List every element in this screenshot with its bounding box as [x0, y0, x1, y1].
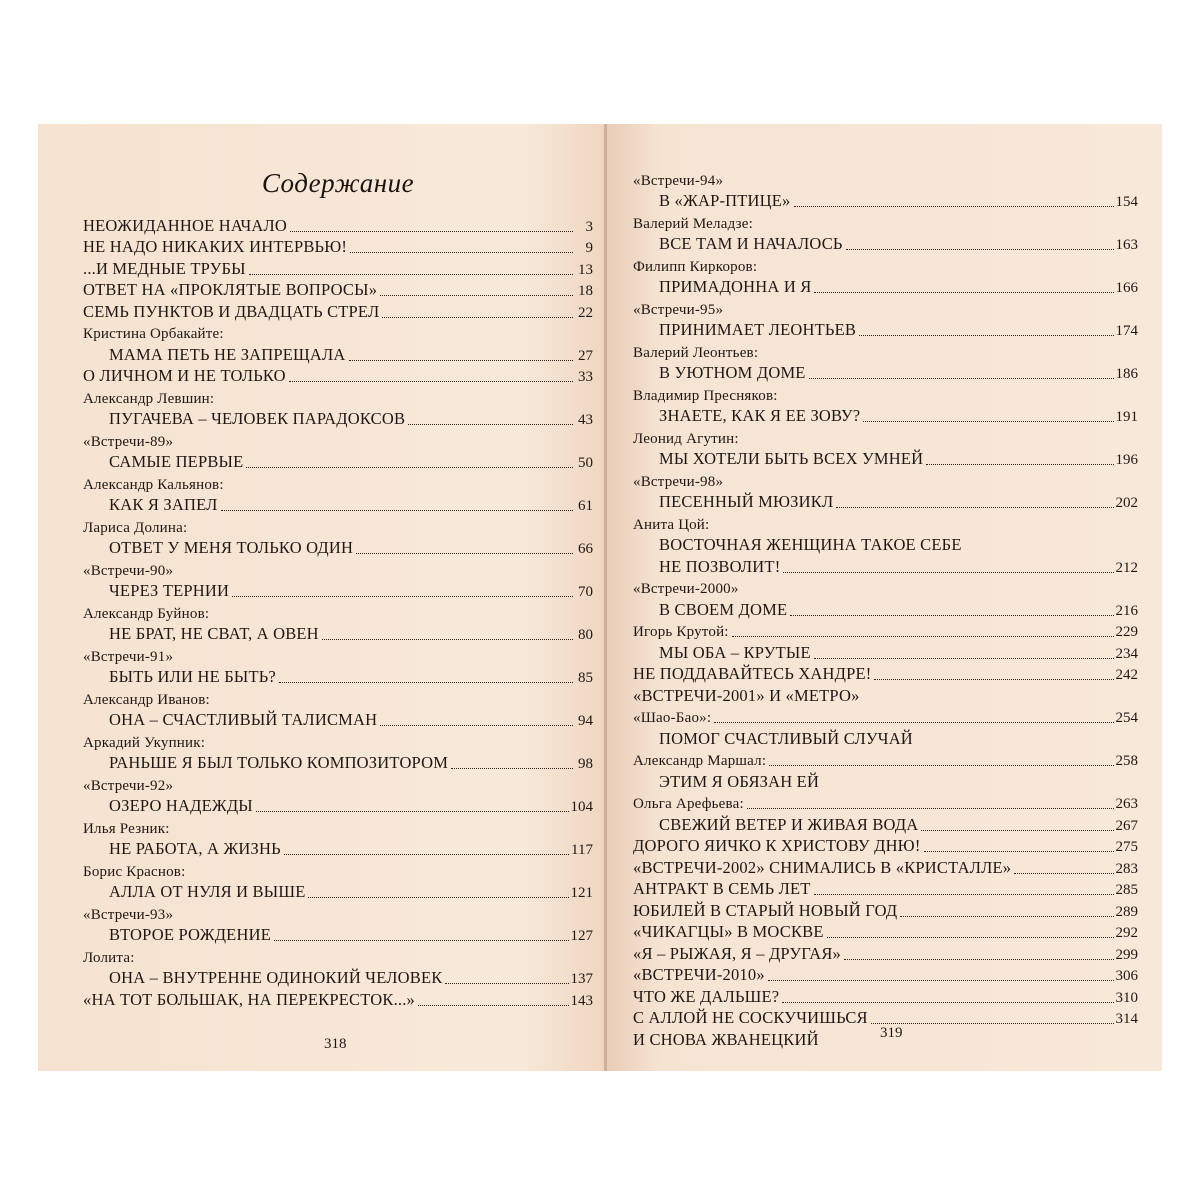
toc-page-number: 283 — [1115, 860, 1138, 877]
toc-entry — [83, 343, 593, 365]
toc-page-number: 61 — [578, 498, 593, 514]
dot-leader — [900, 916, 1113, 917]
toc-section-label — [83, 730, 593, 752]
toc-entry — [83, 537, 593, 559]
toc-entry-title: ЧЕРЕЗ ТЕРНИИ — [109, 581, 230, 600]
dot-leader — [380, 295, 573, 296]
toc-entry — [83, 365, 593, 387]
toc-entry — [83, 988, 593, 1010]
toc-entry — [633, 641, 1138, 663]
toc-entry-title: ОТВЕТ У МЕНЯ ТОЛЬКО ОДИН — [109, 538, 354, 557]
toc-entry — [83, 623, 593, 645]
toc-entry-title: Илья Резник: — [83, 820, 170, 837]
toc-entry-title: ОНА – ВНУТРЕННЕ ОДИНОКИЙ ЧЕЛОВЕК — [109, 968, 443, 987]
toc-section-label — [83, 816, 593, 838]
toc-entry — [633, 684, 1138, 706]
toc-page-number: 13 — [578, 261, 593, 278]
toc-entry-title: «ЧИКАГЦЫ» В МОСКВЕ — [633, 922, 824, 941]
dot-leader — [274, 940, 569, 941]
toc-entry-title: Александр Буйнов: — [83, 605, 210, 622]
toc-entry — [83, 709, 593, 731]
toc-entry-title: «Встречи-92» — [83, 777, 174, 794]
dot-leader — [408, 424, 573, 425]
toc-entry — [633, 813, 1138, 835]
toc-entry-title: Александр Кальянов: — [83, 476, 224, 493]
toc-page-number: 229 — [1115, 624, 1138, 640]
toc-entry-title: О ЛИЧНОМ И НЕ ТОЛЬКО — [83, 366, 286, 385]
toc-page-number: 267 — [1115, 817, 1138, 834]
toc-page-number: 306 — [1115, 968, 1138, 984]
toc-entry-title: САМЫЕ ПЕРВЫЕ — [109, 452, 244, 471]
toc-entry — [83, 300, 593, 322]
toc-entry-title: Ольга Арефьева: — [633, 796, 744, 812]
toc-entry — [633, 319, 1138, 341]
toc-entry-title: С АЛЛОЙ НЕ СОСКУЧИШЬСЯ — [633, 1008, 868, 1027]
dot-leader — [356, 553, 573, 554]
toc-page-number: 163 — [1115, 237, 1138, 253]
dot-leader — [380, 725, 573, 726]
dot-leader — [284, 854, 569, 855]
dot-leader — [926, 464, 1113, 465]
toc-section-label — [633, 706, 1138, 728]
toc-section-label — [633, 168, 1138, 190]
toc-entry-title: «Встречи-91» — [83, 648, 174, 665]
dot-leader — [790, 615, 1113, 616]
toc-entry-title: Борис Краснов: — [83, 863, 186, 880]
toc-entry-title: «Встречи-2000» — [633, 581, 739, 597]
toc-page-number: 166 — [1115, 280, 1138, 296]
toc-page-number: 3 — [585, 218, 593, 235]
toc-entry-title: «Встречи-95» — [633, 301, 724, 318]
toc-entry — [83, 236, 593, 258]
toc-entry-title: НЕ БРАТ, НЕ СВАТ, А ОВЕН — [109, 624, 319, 643]
toc-entry — [633, 770, 1138, 792]
toc-entry — [83, 666, 593, 688]
toc-page-number: 254 — [1115, 710, 1138, 726]
page-number-left: 318 — [324, 1036, 347, 1052]
toc-entry-title: Филипп Киркоров: — [633, 258, 758, 275]
toc-entry-title: ПРИНИМАЕТ ЛЕОНТЬЕВ — [659, 320, 857, 339]
toc-entry-title: И СНОВА ЖВАНЕЦКИЙ — [633, 1029, 819, 1049]
toc-page-number: 104 — [570, 799, 593, 815]
toc-entry-title: ВСЕ ТАМ И НАЧАЛОСЬ — [659, 234, 843, 253]
toc-page-number: 143 — [570, 992, 593, 1009]
toc-entry — [633, 856, 1138, 878]
dot-leader — [451, 768, 573, 769]
toc-entry-title: ОНА – СЧАСТЛИВЫЙ ТАЛИСМАН — [109, 710, 378, 729]
toc-entry-title: «Встречи-93» — [83, 906, 174, 923]
right-page — [607, 124, 1162, 1071]
toc-entry-title: «ВСТРЕЧИ-2001» И «МЕТРО» — [633, 685, 860, 705]
toc-section-label — [83, 644, 593, 666]
toc-entry-title: НЕ ПОДДАВАЙТЕСЬ ХАНДРЕ! — [633, 664, 872, 683]
toc-entry-title: Александр Левшин: — [83, 390, 215, 407]
toc-entry-title: ...И МЕДНЫЕ ТРУБЫ — [83, 258, 246, 278]
toc-entry-title: Кристина Орбакайте: — [83, 326, 224, 342]
toc-page-number: 85 — [578, 670, 593, 686]
toc-page-number: 80 — [578, 627, 593, 643]
toc-entry-title: В УЮТНОМ ДОМЕ — [659, 363, 806, 382]
toc-entry-title: АНТРАКТ В СЕМЬ ЛЕТ — [633, 879, 811, 898]
toc-page-number: 174 — [1115, 323, 1138, 339]
toc-entry — [633, 405, 1138, 427]
toc-entry-title: Александр Иванов: — [83, 691, 210, 708]
toc-page-number: 242 — [1115, 667, 1138, 683]
toc-page-number: 258 — [1115, 753, 1138, 769]
toc-entry-title: «Шао-Бао»: — [633, 710, 712, 726]
dot-leader — [279, 682, 573, 683]
toc-entry-title: КАК Я ЗАПЕЛ — [109, 495, 218, 514]
toc-entry-title: ДОРОГО ЯИЧКО К ХРИСТОВУ ДНЮ! — [633, 836, 921, 855]
toc-page-number: 314 — [1115, 1011, 1138, 1027]
dot-leader — [768, 980, 1114, 981]
toc-entry — [633, 276, 1138, 298]
dot-leader — [289, 381, 573, 382]
toc-section-label — [633, 749, 1138, 771]
dot-leader — [814, 658, 1114, 659]
toc-section-label — [633, 254, 1138, 276]
toc-entry-title: Анита Цой: — [633, 516, 710, 533]
toc-entry — [83, 580, 593, 602]
toc-list-left — [83, 214, 593, 1010]
toc-entry-title: «ВСТРЕЧИ-2002» СНИМАЛИСЬ В «КРИСТАЛЛЕ» — [633, 857, 1012, 877]
dot-leader — [782, 1002, 1113, 1003]
dot-leader — [256, 811, 569, 812]
toc-page-number: 117 — [571, 842, 593, 858]
toc-page-number: 191 — [1115, 409, 1138, 425]
toc-entry — [83, 494, 593, 516]
dot-leader — [863, 421, 1113, 422]
toc-entry-title: «Я – РЫЖАЯ, Я – ДРУГАЯ» — [633, 943, 841, 963]
toc-entry — [83, 214, 593, 236]
dot-leader — [846, 249, 1114, 250]
toc-entry — [633, 964, 1138, 986]
toc-entry-title: ПЕСЕННЫЙ МЮЗИКЛ — [659, 492, 834, 511]
dot-leader — [308, 897, 568, 898]
toc-entry-title: МАМА ПЕТЬ НЕ ЗАПРЕЩАЛА — [109, 344, 346, 364]
toc-section-label — [633, 792, 1138, 814]
dot-leader — [874, 679, 1113, 680]
toc-entry-title: ПРИМАДОННА И Я — [659, 277, 812, 296]
dot-leader — [783, 572, 1113, 573]
dot-leader — [859, 335, 1113, 336]
toc-entry — [633, 491, 1138, 513]
toc-entry — [633, 899, 1138, 921]
dot-leader — [221, 510, 573, 511]
toc-page-number: 216 — [1115, 602, 1138, 619]
dot-leader — [827, 937, 1114, 938]
toc-entry-title: ЭТИМ Я ОБЯЗАН ЕЙ — [659, 771, 820, 791]
dot-leader — [871, 1023, 1114, 1024]
toc-entry — [633, 448, 1138, 470]
toc-section-label — [633, 620, 1138, 642]
toc-entry — [633, 190, 1138, 212]
dot-leader — [836, 507, 1113, 508]
toc-section-label — [633, 340, 1138, 362]
toc-entry-title: СВЕЖИЙ ВЕТЕР И ЖИВАЯ ВОДА — [659, 814, 919, 834]
toc-page-number: 234 — [1115, 645, 1138, 662]
toc-entry-title: ЧТО ЖЕ ДАЛЬШЕ? — [633, 986, 780, 1006]
toc-entry — [83, 408, 593, 430]
toc-entry-title: Александр Маршал: — [633, 753, 767, 769]
dot-leader — [714, 722, 1113, 723]
toc-entry — [633, 534, 1138, 556]
toc-entry — [83, 838, 593, 860]
toc-entry-title: ВОСТОЧНАЯ ЖЕНЩИНА ТАКОЕ СЕБЕ — [659, 535, 962, 554]
toc-page-number: 43 — [578, 412, 593, 428]
dot-leader — [924, 851, 1114, 852]
toc-page-number: 22 — [578, 304, 593, 321]
dot-leader — [769, 765, 1113, 766]
toc-entry — [633, 985, 1138, 1007]
dot-leader — [350, 252, 573, 253]
toc-entry-title: НЕОЖИДАННОЕ НАЧАЛО — [83, 215, 287, 235]
toc-entry-title: «Встречи-98» — [633, 473, 724, 490]
dot-leader — [921, 830, 1113, 831]
toc-section-label — [83, 687, 593, 709]
toc-section-label — [633, 469, 1138, 491]
toc-section-label — [83, 515, 593, 537]
toc-entry — [633, 942, 1138, 964]
toc-page-number: 212 — [1115, 559, 1138, 576]
toc-section-label — [83, 601, 593, 623]
book-spread — [38, 124, 1162, 1071]
dot-leader — [445, 983, 568, 984]
toc-entry-title: «ВСТРЕЧИ-2010» — [633, 965, 765, 984]
toc-page-number: 18 — [578, 283, 593, 299]
toc-entry-title: ПУГАЧЕВА – ЧЕЛОВЕК ПАРАДОКСОВ — [109, 409, 406, 428]
toc-section-label — [633, 512, 1138, 534]
toc-section-label — [83, 902, 593, 924]
toc-entry — [83, 752, 593, 774]
toc-entry-title: В «ЖАР-ПТИЦЕ» — [659, 191, 791, 210]
toc-page-number: 94 — [578, 713, 593, 729]
left-page — [38, 124, 605, 1071]
toc-entry-title: ВТОРОЕ РОЖДЕНИЕ — [109, 925, 271, 944]
toc-entry-title: Леонид Агутин: — [633, 430, 739, 447]
toc-entry-title: АЛЛА ОТ НУЛЯ И ВЫШЕ — [109, 882, 306, 901]
toc-section-label — [83, 472, 593, 494]
toc-section-label — [633, 383, 1138, 405]
toc-entry — [633, 835, 1138, 857]
toc-entry — [633, 362, 1138, 384]
toc-entry — [83, 257, 593, 279]
toc-entry-title: Лариса Долина: — [83, 519, 188, 536]
dot-leader — [246, 467, 573, 468]
toc-page-number: 196 — [1115, 452, 1138, 468]
toc-section-label — [633, 426, 1138, 448]
toc-entry-title: ПОМОГ СЧАСТЛИВЫЙ СЛУЧАЙ — [659, 728, 913, 748]
toc-entry-title: «Встречи-94» — [633, 172, 724, 189]
toc-page-number: 98 — [578, 756, 593, 772]
toc-section-label — [83, 558, 593, 580]
dot-leader — [290, 231, 573, 232]
toc-page-number: 310 — [1115, 989, 1138, 1006]
toc-section-label — [83, 386, 593, 408]
toc-page-number: 154 — [1115, 194, 1138, 210]
toc-entry-title: НЕ РАБОТА, А ЖИЗНЬ — [109, 839, 281, 858]
toc-page-number: 137 — [570, 971, 593, 987]
dot-leader — [814, 292, 1113, 293]
toc-page-number: 202 — [1115, 495, 1138, 511]
toc-section-label — [83, 773, 593, 795]
toc-section-label — [633, 577, 1138, 599]
toc-title: Содержание — [261, 168, 415, 198]
dot-leader — [382, 317, 573, 318]
dot-leader — [747, 808, 1114, 809]
toc-entry-title: Валерий Меладзе: — [633, 215, 753, 232]
toc-entry — [633, 727, 1138, 749]
toc-entry — [633, 598, 1138, 620]
toc-page-number: 33 — [578, 369, 593, 385]
toc-section-label — [83, 429, 593, 451]
toc-entry-title: Валерий Леонтьев: — [633, 344, 759, 361]
toc-page-number: 66 — [578, 541, 593, 557]
toc-section-label — [633, 211, 1138, 233]
toc-section-label — [633, 297, 1138, 319]
toc-entry — [633, 233, 1138, 255]
toc-entry-title: НЕ НАДО НИКАКИХ ИНТЕРВЬЮ! — [83, 237, 348, 256]
toc-page-number: 70 — [578, 584, 593, 600]
toc-entry — [83, 967, 593, 989]
toc-entry-title: «Встречи-90» — [83, 562, 174, 579]
toc-entry-title: В СВОЕМ ДОМЕ — [659, 599, 788, 619]
toc-entry-title: Лолита: — [83, 949, 135, 966]
toc-page-number: 299 — [1115, 946, 1138, 963]
toc-entry — [83, 795, 593, 817]
toc-entry-title: СЕМЬ ПУНКТОВ И ДВАДЦАТЬ СТРЕЛ — [83, 301, 380, 321]
toc-entry-title: ЮБИЛЕЙ В СТАРЫЙ НОВЫЙ ГОД — [633, 900, 898, 920]
toc-entry — [83, 924, 593, 946]
toc-entry-title: МЫ ХОТЕЛИ БЫТЬ ВСЕХ УМНЕЙ — [659, 449, 924, 468]
dot-leader — [322, 639, 573, 640]
toc-page-number: 127 — [570, 928, 593, 944]
toc-list-right — [633, 168, 1138, 1050]
toc-entry-title: ОЗЕРО НАДЕЖДЫ — [109, 796, 253, 815]
toc-entry — [83, 451, 593, 473]
toc-section-label — [83, 322, 593, 344]
toc-entry-title: Игорь Крутой: — [633, 624, 729, 640]
dot-leader — [794, 206, 1114, 207]
toc-entry-title: ЗНАЕТЕ, КАК Я ЕЕ ЗОВУ? — [659, 406, 861, 425]
toc-page-number: 27 — [578, 347, 593, 364]
toc-section-label — [83, 859, 593, 881]
toc-page-number: 289 — [1115, 903, 1138, 920]
dot-leader — [1014, 873, 1113, 874]
toc-entry-title: РАНЬШЕ Я БЫЛ ТОЛЬКО КОМПОЗИТОРОМ — [109, 753, 449, 772]
toc-entry-title: БЫТЬ ИЛИ НЕ БЫТЬ? — [109, 667, 276, 686]
toc-entry-title: «НА ТОТ БОЛЬШАК, НА ПЕРЕКРЕСТОК...» — [83, 989, 416, 1009]
toc-page-number: 9 — [585, 240, 593, 256]
toc-page-number: 285 — [1115, 882, 1138, 898]
toc-section-label — [83, 945, 593, 967]
toc-entry — [633, 555, 1138, 577]
toc-entry — [633, 663, 1138, 685]
toc-page-number: 292 — [1115, 925, 1138, 941]
toc-entry-title: Аркадий Укупник: — [83, 734, 206, 751]
toc-entry — [633, 878, 1138, 900]
toc-entry-title: НЕ ПОЗВОЛИТ! — [659, 556, 781, 576]
toc-entry — [83, 279, 593, 301]
toc-entry — [633, 921, 1138, 943]
dot-leader — [349, 360, 573, 361]
page-number-right: 319 — [880, 1025, 903, 1041]
toc-entry-title: ОТВЕТ НА «ПРОКЛЯТЫЕ ВОПРОСЫ» — [83, 280, 378, 299]
toc-page-number: 50 — [578, 455, 593, 471]
dot-leader — [732, 636, 1114, 637]
toc-entry-title: МЫ ОБА – КРУТЫЕ — [659, 642, 811, 662]
toc-page-number: 275 — [1115, 839, 1138, 855]
dot-leader — [232, 596, 573, 597]
dot-leader — [809, 378, 1114, 379]
dot-leader — [844, 959, 1114, 960]
toc-page-number: 121 — [570, 885, 593, 901]
dot-leader — [418, 1005, 568, 1006]
toc-page-number: 263 — [1115, 796, 1138, 812]
toc-entry-title: Владимир Пресняков: — [633, 387, 778, 404]
dot-leader — [249, 274, 573, 275]
toc-page-number: 186 — [1115, 366, 1138, 382]
dot-leader — [814, 894, 1114, 895]
toc-entry — [83, 881, 593, 903]
toc-entry-title: «Встречи-89» — [83, 433, 174, 450]
